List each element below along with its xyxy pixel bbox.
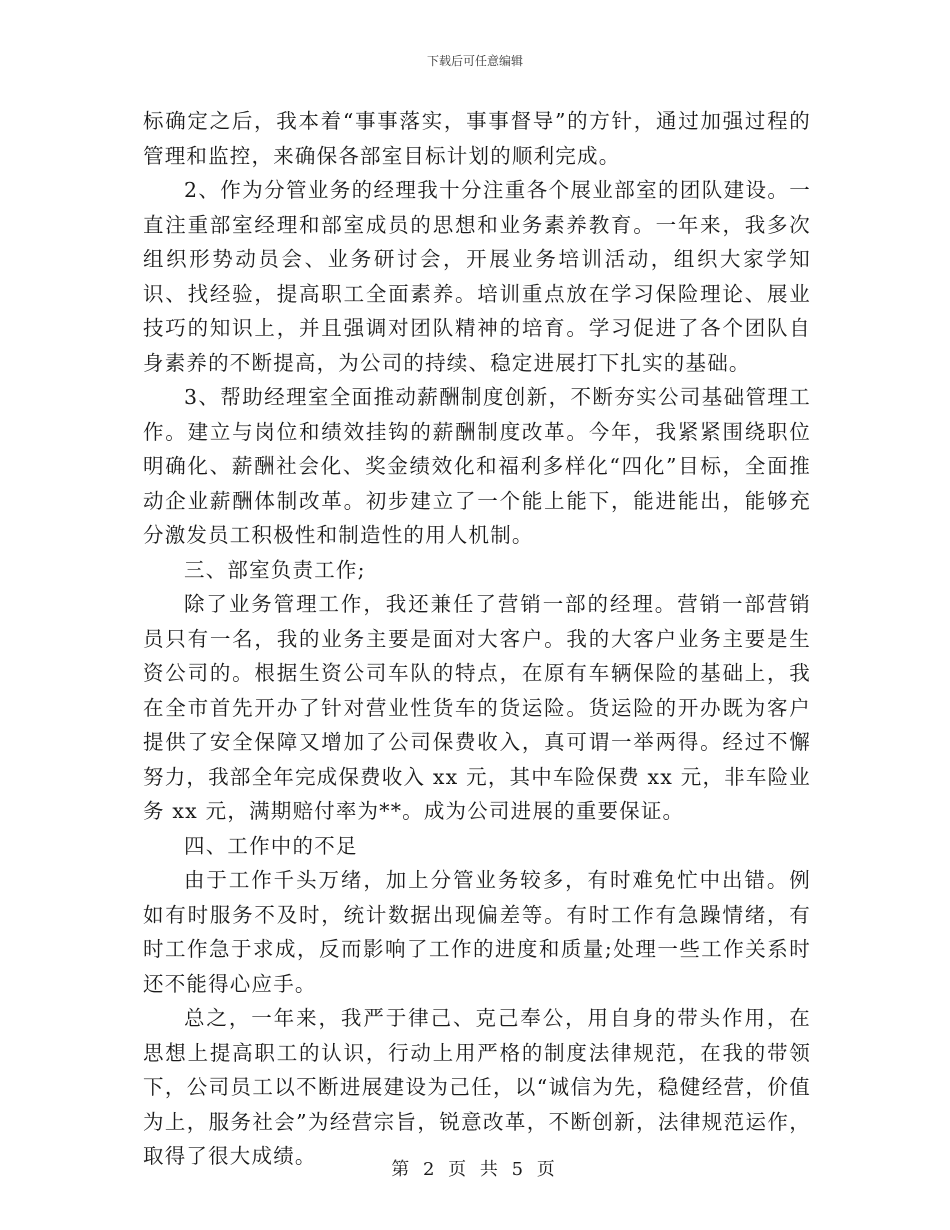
section-heading: 三、部室负责工作; [184,557,366,582]
paragraph: 3、帮助经理室全面推动薪酬制度创新，不断夯实公司基础管理工作。建立与岗位和绩效挂钩的薪酬制度改革。今年，我紧紧围绕职位明确化、薪酬社会化、奖金绩效化和福利多样化“四化”目标，全面推动企业薪酬体制改革。初步建立了一个能上能下，能进能出，能够充分激发员工积极性和制造性的用人机制。 [143,385,811,547]
paragraph: 标确定之后，我本着“事事落实，事事督导”的方针，通过加强过程的管理和监控，来确保各部室目标计划的顺利完成。 [143,109,811,168]
page-number: 第 2 页 共 5 页 [391,1159,559,1180]
document-body [143,104,811,1174]
page-header: 下载后可任意编辑 [426,54,523,68]
paragraph: 总之，一年来，我严于律己、克己奉公，用自身的带头作用，在思想上提高职工的认识，行动上用严格的制度法律规范，在我的带领下，公司员工以不断进展建设为己任，以“诚信为先，稳健经营，价值为上，服务社会”为经营宗旨，锐意改革，不断创新，法律规范运作，取得了很大成绩。 [143,1006,811,1168]
paragraph: 由于工作千头万绪，加上分管业务较多，有时难免忙中出错。例如有时服务不及时，统计数据出现偏差等。有时工作有急躁情绪，有时工作急于求成，反而影响了工作的进度和质量;处理一些工作关系时还不能得心应手。 [143,868,811,996]
paragraph: 除了业务管理工作，我还兼任了营销一部的经理。营销一部营销员只有一名，我的业务主要是面对大客户。我的大客户业务主要是生资公司的。根据生资公司车队的特点，在原有车辆保险的基础上，我在全市首先开办了针对营业性货车的货运险。货运险的开办既为客户提供了安全保障又增加了公司保费收入，真可谓一举两得。经过不懈努力，我部全年完成保费收入 xx 元，其中车险保费 xx 元，非车险业务 xx 元，满期赔付率为**。成为公司进展的重要保证。 [143,592,811,823]
section-heading: 四、工作中的不足 [184,833,358,858]
paragraph: 2、作为分管业务的经理我十分注重各个展业部室的团队建设。一直注重部室经理和部室成员的思想和业务素养教育。一年来，我多次组织形势动员会、业务研讨会，开展业务培训活动，组织大家学知识、找经验，提高职工全面素养。培训重点放在学习保险理论、展业技巧的知识上，并且强调对团队精神的培育。学习促进了各个团队自身素养的不断提高，为公司的持续、稳定进展打下扎实的基础。 [143,178,811,375]
